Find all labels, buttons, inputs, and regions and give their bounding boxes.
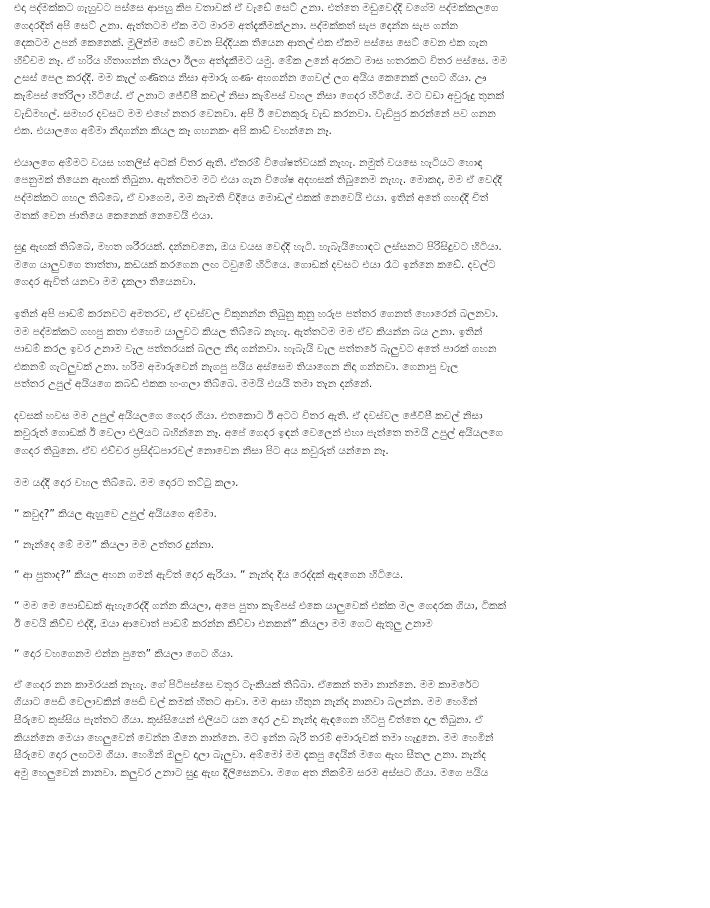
- dialogue-line: “ දොර වහගෙනම එන්න පුතෙ” කියලා ගෙට ගියා.: [14, 648, 234, 661]
- paragraph: ඉතින් අපි පාඩම් කරනවට අමතරව, ඒ දවස්වල විකුනන්න තිබුනු කුනු හරුප පත්තර ගෙනත් හොරෙන් බලනවා. මම පද්මක්කට ගහපු කතා එහෙම යාලුවට කියල තිබ්බෙ නැහැ. ඇත්තටම මම ඒව කියන්න බය උනා. ඉතින් පාඩම් කරල ඉවර උනාම වැල පත්තරයක් බලල නිදා ගන්නවා. හැබැයි වැල පත්තරේ බැලුවට අතේ පාරක් ගහන එකනම් ගැටලුවක් උනා. හරිම අමාරුවෙන් නැගපු පයිය අස්සෙම තියාගෙන නිදා ගන්නවා. ගෙනාපු වැල පත්තර උපුල් අයියගෙ කබඩ් එකක හංගලා තිබ්බෙ. මමයි එයයි තමා තැන දන්නේ.: [14, 307, 499, 391]
- dialogue-line: “ කවුද?” කියල ඇහුවෙ උපුල් අයියගෙ අම්මා.: [14, 508, 217, 521]
- paragraph: එයාලගෙ අම්මට වයස හතලිස් අටක් විතර ඇති. ඒතරම් විශේෂත්වයක් නැහැ. නමුත් වයසෙ හැටියට හොඳ පෙනුමක් තියෙන ඇඟක් තිබුනා. ඇත්තටම මට එයා ගැන විශේෂ අදහසක් තිබුනෙම නැහැ. මොකද, මම ඒ වෙද්දි පද්මක්කට ගහල තිබ්බෙ, ඒ වාගෙම, මම කැමති විදියෙ මොඩල් එකක් නෙවෙයි එයා. ඉතින් අතේ ගහද්දි චිත් මතක් වෙන ජාතියෙ කෙනෙක් නෙවෙයි එයා.: [14, 156, 502, 222]
- paragraph: එදා පද්මක්කට ගැහුවට පස්සෙ ආපහු කිප වතාවක් ඒ වැඩේ සෙට් උනා. එත්තෙ මඩුවෙද්දි වගේම පද්මක්කලගෙ ගෙදරදිත් අපි සෙට් උනා. ඇත්තටම ඒක මට මාරම අත්දැකීමක්උනා. පද්මක්කත් සැප දෙන්න සැප ගන්න දෙකටම උපන් කෙනෙක්. මුලින්ම සෙට් වෙන සිද්දියක තියෙන ආතල් එක ඒකම පස්සෙ සෙට් වෙන එක ගැන හිච්චම නෑ. ඒ හරිය හිතාගන්න තියලා ඊලග අත්දැකීමට යමු. මේක උනේ අරකට මාස හතරකට විතර පස්සෙ. මම උසස් පෙල කරද්දි. මම කැල් ගණිතය නිසා අමාරු ගණං අහගන්න ගෙවල් ලග අයිය කෙනෙක් ලඟට ගියා. ඌ කැම්පස් තේරිලා හිටියේ. ඒ උනාට ජේවීපී කචල් නිසා කැම්පස් වහල නිසා ගෙදර හිටියේ. මට වඩා අවුරුදු තුනක් වැඩිමහල්. සමහර දවසට මම එහේ නතර වෙනවා. අපි ඊ වෙනකුරු වැඩ කරනවා. වැඩිපුර කරන්නේ පව ගනන එක. එයාලගෙ අම්මා නිදාගන්න කියල කෑ ගහනකං අපි කාඩ් වහන්නෙ නෑ.: [14, 2, 508, 138]
- dialogue-line: “ ආ පුතාද?” කියල අහන ගමන් ඇවිත් දොර ඇරියා. “ නැන්ද දිය රෙද්දක් ඇඳගෙන හිටියෙ.: [14, 569, 404, 582]
- paragraph: මම යද්දි දොර වහල තිබ්බෙ. මම දොරට තට්ටු කලා.: [14, 476, 239, 489]
- paragraph: ඒ ගෙදර නන කාමරයක් නැහැ. ගේ පිටිපස්සෙ වතුර ටැංකියක් තිබ්බා. ඒකෙන් තමා නාන්නෙ. මම කාමරේට ගියාට පෙඩි වෙලාවකින් පෙඩි වල් කමක් හිතට ආවා. මම ආසා හිතුන නැන්ද නානවා බලන්න. මම හෙමින් සීරුවෙ කුස්සිය පැත්තට ගියා. කුස්සියෙන් එලියට යන දොර උඩ නැන්ද ඇඳගෙන හිටපු චීත්තෙ දාල තිබුනා. ඒ කියන්නෙ මෙයා හෙලුවෙන් වෙන්න ඕනෙ නාන්නෙ. මට ඉන්න බැරි තරම් අමාරුවක් තමා හැදුනෙ. මම හෙමින් සීරුවෙ දොර ලඟටම ගියා. හෙමින් ඔලුව දාලා බැලුවා. අම්මෝ මම දැකපු දෙයින් මගෙ ඇඟ සීතල උනා. නැන්ද අමු හෙලුවෙන් නානවා. කලුවර උනාට සුදු ඇඟ දිලිසෙනවා. මගෙ අත නිකම්ම සරම අස්සට ගියා. මගෙ පයිය: [14, 678, 494, 779]
- paragraph: සුදු ඇඟක් තිබ්බෙ, මහත ශරීරයක්. දන්නවනෙ, ඔය වයස වෙද්දි හැටි. හැබැයිහොඳට ලස්සනට පිරිසිදුවට හිටියා. මගෙ යාලුවගෙ තාත්තා, කඩයක් කරගෙන ලඟ ටවුමේ හිටියෙ. ගොඩක් දවසට එයා රෑට ඉන්නෙ කඩේ. දවල්ට ගෙදර ඇවිත් යනවා මම දැකලා තියෙනවා.: [14, 241, 502, 289]
- paragraph: දවසක් හවස මම උපුල් අයියලගෙ ගෙදර ගියා. එතකොට ඊ අටට විතර ඇති. ඒ දවස්වල ජේවීපී කචල් නිසා කවුරුත් ගොඩක් ඊ වෙලා එලියට බහින්නෙ නෑ. අපේ ගෙදර ඉඳන් වෙලෙන් එහා පැත්තෙ තමයි උපුල් අයියලගෙ ගෙදර තිබුනෙ. ඒව එච්චර ප්‍රසිද්ධපාරවල් නොවෙන නිසා පිට අය කවුරුත් යන්නෙ නෑ.: [14, 409, 504, 458]
- dialogue-line: “ මම මෙ පොඩ්ඩක් ඇහැරෙද්දි ගන්න කියලා, අපෙ පුතා කැම්පස් එකෙ යාලුවෙක් එක්ක මල ගෙදරක ගියා, ටිකක් ඊ වෙයි කිව්ව එද්දි, ඔයා ආවොත් පාඩම් කරන්න කිව්වා එනකන්” කියලා මම ගෙට ඇතුලු උනාම: [14, 600, 507, 630]
- dialogue-line: “ නැන්දෙ මේ මම” කියලා මම උත්තර දුන්නා.: [14, 538, 215, 551]
